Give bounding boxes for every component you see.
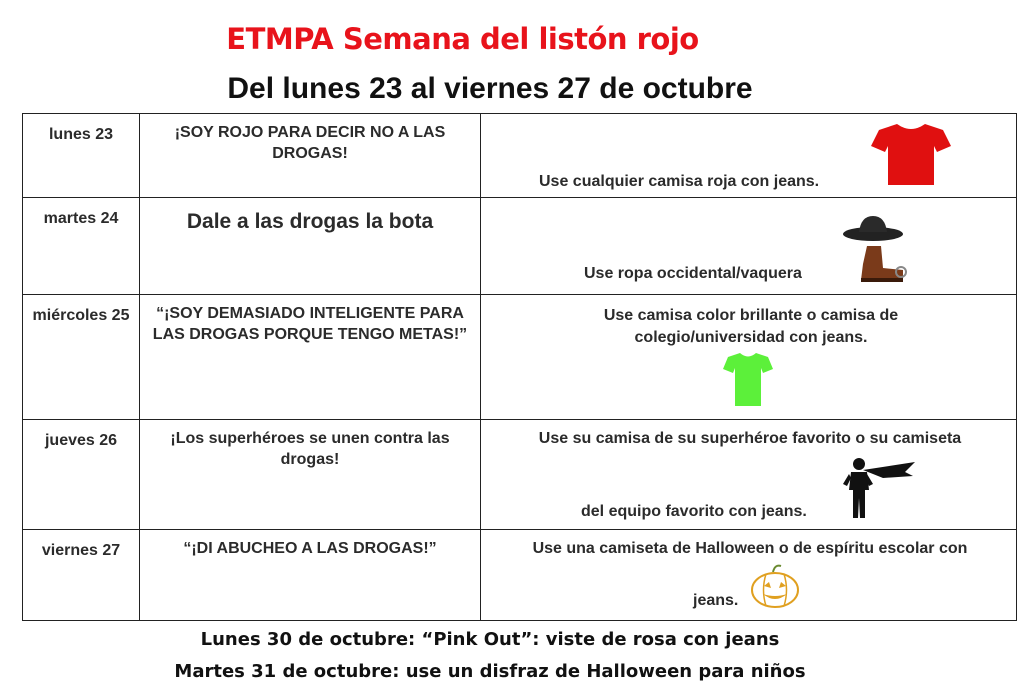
day-label: martes 24 <box>43 210 119 227</box>
day-cell <box>23 530 140 621</box>
description-text: Use cualquier camisa roja con jeans. <box>539 173 820 190</box>
description-text: Use camisa color brillante o camisa de colegio/universidad con jeans. <box>603 307 899 346</box>
cowboy-boot-hat-icon <box>841 212 911 284</box>
description-cell <box>481 530 1017 621</box>
description-text-line2: del equipo favorito con jeans. <box>581 503 807 520</box>
theme-cell <box>140 420 481 530</box>
table-row <box>23 420 1017 530</box>
page-title: ETMPA Semana del listón rojo <box>226 22 699 56</box>
description-cell <box>481 420 1017 530</box>
theme-text: “¡SOY DEMASIADO INTELIGENTE PARA LAS DROGAS PORQUE TENGO METAS!” <box>152 305 468 343</box>
table-row <box>23 114 1017 198</box>
description-cell <box>481 114 1017 198</box>
day-cell <box>23 198 140 295</box>
theme-cell <box>140 114 481 198</box>
red-shirt-icon <box>871 122 951 186</box>
theme-cell <box>140 295 481 420</box>
description-text: Use ropa occidental/vaquera <box>584 265 802 282</box>
day-label: miércoles 25 <box>32 307 130 324</box>
day-cell <box>23 420 140 530</box>
day-cell <box>23 114 140 198</box>
theme-text: “¡DI ABUCHEO A LAS DROGAS!” <box>183 540 437 557</box>
green-shirt-icon <box>723 351 773 407</box>
description-text-line2: jeans. <box>693 592 739 609</box>
day-label: jueves 26 <box>44 432 118 449</box>
table-row <box>23 198 1017 295</box>
day-label: lunes 23 <box>48 126 114 143</box>
theme-cell <box>140 530 481 621</box>
theme-text: Dale a las drogas la bota <box>186 210 434 233</box>
table-row <box>23 295 1017 420</box>
footer-note-2: Martes 31 de octubre: use un disfraz de Halloween para niños <box>174 661 806 682</box>
page-subtitle: Del lunes 23 al viernes 27 de octubre <box>227 72 753 105</box>
footer-note-1: Lunes 30 de octubre: “Pink Out”: viste de rosa con jeans <box>200 629 780 650</box>
table-row <box>23 530 1017 621</box>
description-cell <box>481 198 1017 295</box>
description-text-line1: Use una camiseta de Halloween o de espíritu escolar con <box>532 540 968 557</box>
theme-cell <box>140 198 481 295</box>
theme-text: ¡Los superhéroes se unen contra las drogas! <box>170 430 450 468</box>
description-text-line1: Use su camisa de su superhéroe favorito o su camiseta <box>538 430 962 447</box>
description-cell <box>481 295 1017 420</box>
pumpkin-icon <box>749 564 801 610</box>
day-label: viernes 27 <box>41 542 121 559</box>
day-cell <box>23 295 140 420</box>
theme-text: ¡SOY ROJO PARA DECIR NO A LAS DROGAS! <box>174 124 446 162</box>
schedule-table <box>22 113 1017 621</box>
superhero-icon <box>843 456 917 520</box>
